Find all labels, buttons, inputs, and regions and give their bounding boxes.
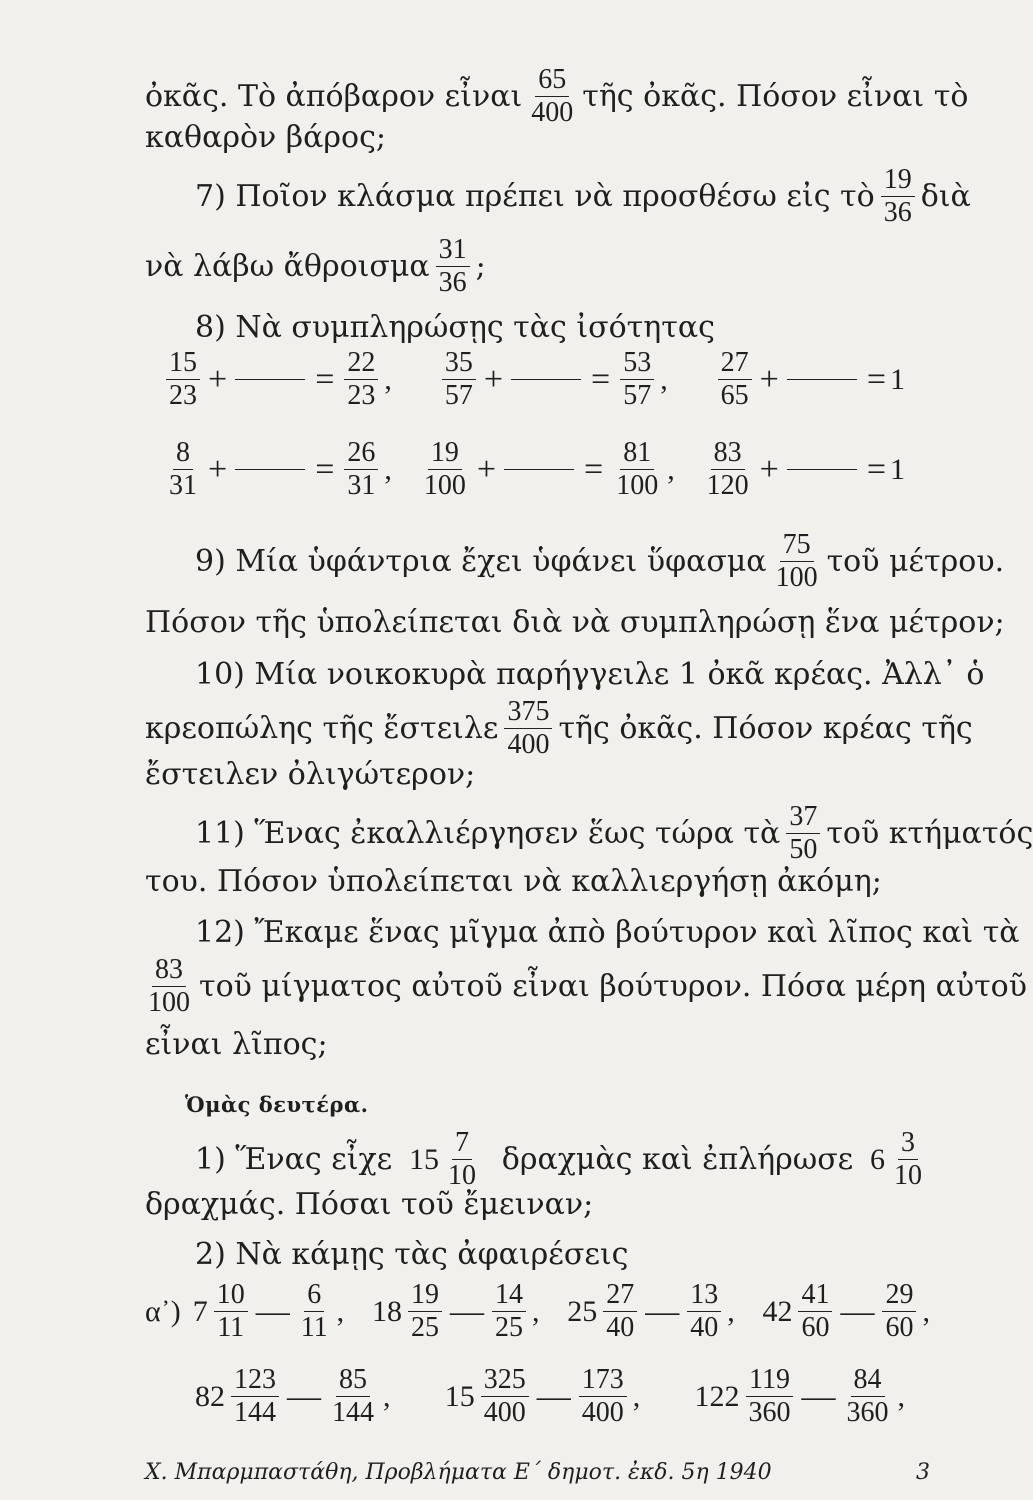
item-label: α᾽) bbox=[145, 1294, 181, 1328]
subtraction bbox=[762, 1280, 930, 1343]
problem-9-line-1 bbox=[195, 529, 1005, 593]
comma: , bbox=[922, 1294, 930, 1328]
blank-numerator bbox=[504, 438, 574, 470]
whole-number: 7 bbox=[192, 1294, 208, 1328]
subtraction bbox=[195, 1365, 391, 1428]
problem-8-heading: 8) Νὰ συμπληρώσῃς τὰς ἰσότητας bbox=[195, 310, 715, 345]
denominator: 25 bbox=[410, 1312, 439, 1343]
fraction bbox=[844, 1365, 892, 1428]
fraction: $\frac{65}{400}$ bbox=[531, 64, 574, 128]
page-footer bbox=[145, 1460, 930, 1485]
denominator: 100 bbox=[423, 470, 466, 501]
fraction bbox=[798, 1280, 832, 1343]
plus-sign: + bbox=[759, 360, 779, 398]
section2-problem-1-line-2: δραχμάς. Πόσαι τοῦ ἔμειναν; bbox=[145, 1187, 594, 1222]
denominator: 360 bbox=[846, 1397, 889, 1428]
fraction bbox=[344, 348, 378, 411]
minus-sign: — bbox=[536, 1377, 571, 1415]
denominator: 144 bbox=[332, 1397, 374, 1428]
fraction bbox=[746, 1365, 794, 1428]
fraction bbox=[231, 1365, 279, 1428]
problem-10-line-1: 10) Μία νοικοκυρὰ παρήγγειλε 1 ὀκᾶ κρέας. Ἀλλ᾽ ὁ bbox=[195, 657, 985, 692]
denominator: 23 bbox=[169, 380, 197, 411]
equals-sign: = bbox=[591, 360, 611, 398]
numerator: 26 bbox=[344, 438, 378, 470]
numerator: 13 bbox=[687, 1280, 721, 1312]
denominator: 65 bbox=[720, 380, 749, 411]
numerator: 10 bbox=[214, 1280, 248, 1312]
problem-7-line-1 bbox=[195, 164, 971, 228]
text: 11) Ἕνας ἐκαλλιέργησεν ἕως τώρα τὰ bbox=[195, 815, 781, 851]
fraction bbox=[329, 1365, 377, 1428]
blank-denominator bbox=[504, 470, 574, 501]
fraction bbox=[492, 1280, 526, 1343]
denominator: 11 bbox=[217, 1312, 245, 1343]
comma: , bbox=[384, 452, 392, 486]
comma: , bbox=[667, 452, 675, 486]
numerator: 81 bbox=[620, 438, 654, 470]
fraction bbox=[408, 1280, 442, 1343]
text: δραχμὰς καὶ ἐπλήρωσε bbox=[501, 1141, 854, 1177]
text: τῆς ὀκᾶς. Πόσον κρέας τῆς bbox=[558, 710, 973, 746]
fraction: $\frac{19}{36}$ bbox=[881, 165, 915, 228]
minus-sign: — bbox=[801, 1377, 836, 1415]
text: κρεοπώλης τῆς ἔστειλε bbox=[145, 710, 499, 746]
equals-sign: = bbox=[315, 450, 335, 488]
blank-numerator bbox=[787, 348, 857, 380]
minus-sign: — bbox=[645, 1292, 680, 1330]
whole-number: 15 bbox=[444, 1379, 475, 1413]
fraction: $\frac{3}{10}$ bbox=[894, 1127, 922, 1191]
fraction bbox=[613, 438, 661, 501]
fraction bbox=[882, 1280, 916, 1343]
comma: , bbox=[383, 1379, 391, 1413]
denominator: 100 bbox=[616, 470, 659, 501]
denominator: 31 bbox=[169, 470, 197, 501]
equation bbox=[712, 348, 905, 411]
numerator: 123 bbox=[231, 1365, 279, 1397]
blank-numerator bbox=[511, 348, 581, 380]
denominator: 57 bbox=[623, 380, 652, 411]
fraction bbox=[298, 1280, 331, 1343]
comma: , bbox=[531, 1294, 540, 1328]
denominator: 120 bbox=[706, 470, 749, 501]
blank-fraction bbox=[504, 438, 574, 501]
blank-denominator bbox=[235, 470, 305, 501]
minus-sign: — bbox=[449, 1292, 484, 1330]
blank-fraction bbox=[235, 348, 305, 411]
fraction: $\frac{31}{36}$ bbox=[436, 235, 470, 298]
fraction bbox=[704, 438, 752, 501]
equation-row-1 bbox=[160, 348, 905, 411]
section2-problem-1-line-1 bbox=[195, 1128, 925, 1191]
denominator: 40 bbox=[606, 1312, 635, 1343]
fraction bbox=[214, 1280, 248, 1343]
denominator: 40 bbox=[690, 1312, 719, 1343]
minus-sign: — bbox=[287, 1377, 321, 1415]
blank-numerator bbox=[235, 348, 305, 380]
blank-fraction bbox=[787, 438, 857, 501]
subtraction-row-2 bbox=[195, 1365, 905, 1428]
problem-11-line-1 bbox=[195, 801, 1033, 865]
equals-sign: = bbox=[866, 360, 886, 398]
fraction: $\frac{83}{100}$ bbox=[148, 954, 190, 1018]
problem-12-line-3: εἶναι λῖπος; bbox=[145, 1027, 328, 1062]
problem-12-line-2 bbox=[145, 954, 1027, 1018]
equals-sign: = bbox=[584, 450, 604, 488]
text: τῆς ὀκᾶς. Πόσον εἶναι τὸ bbox=[582, 78, 969, 114]
text: 9) Μία ὑφάντρια ἔχει ὑφάνει ὕφασμα bbox=[195, 543, 767, 579]
denominator: 60 bbox=[885, 1312, 914, 1343]
fraction bbox=[166, 348, 200, 411]
blank-denominator bbox=[511, 380, 581, 411]
text: 7) Ποῖον κλάσμα πρέπει νὰ προσθέσω εἰς τὸ bbox=[195, 178, 875, 214]
text: 1) Ἕνας εἶχε bbox=[195, 1141, 393, 1177]
comma: , bbox=[660, 362, 668, 396]
equation bbox=[160, 348, 392, 411]
text: τοῦ μίγματος αὐτοῦ εἶναι βούτυρον. Πόσα μέρη αὐτοῦ bbox=[199, 968, 1027, 1004]
plus-sign: + bbox=[476, 450, 496, 488]
fraction bbox=[421, 438, 469, 501]
subtraction bbox=[567, 1280, 735, 1343]
denominator: 31 bbox=[347, 470, 376, 501]
denominator: 23 bbox=[347, 380, 376, 411]
numerator: 29 bbox=[882, 1280, 916, 1312]
equals-sign: = bbox=[866, 450, 886, 488]
fraction bbox=[344, 438, 378, 501]
fraction bbox=[718, 348, 752, 411]
comma: , bbox=[897, 1379, 905, 1413]
problem-7-line-2 bbox=[145, 235, 925, 298]
mixed-number: 6 $\frac{3}{10}$ bbox=[870, 1128, 925, 1191]
numerator: 119 bbox=[746, 1365, 793, 1397]
subtraction bbox=[695, 1365, 906, 1428]
problem-10-line-3: ἔστειλεν ὀλιγώτερον; bbox=[145, 757, 476, 792]
subtraction bbox=[372, 1280, 540, 1343]
problem-9-line-2: Πόσον τῆς ὑπολείπεται διὰ νὰ συμπληρώσῃ ἕνα μέτρον; bbox=[145, 605, 1005, 640]
numerator: 85 bbox=[336, 1365, 370, 1397]
blank-fraction bbox=[787, 348, 857, 411]
fraction bbox=[481, 1365, 529, 1428]
equals-sign: = bbox=[315, 360, 335, 398]
numerator: 27 bbox=[718, 348, 752, 380]
subtraction bbox=[445, 1365, 641, 1428]
denominator: 60 bbox=[801, 1312, 830, 1343]
whole-number: 122 bbox=[694, 1379, 740, 1413]
minus-sign: — bbox=[255, 1292, 290, 1330]
text: τοῦ κτήματός bbox=[826, 815, 1033, 851]
numerator: 14 bbox=[492, 1280, 526, 1312]
denominator: 25 bbox=[494, 1312, 523, 1343]
problem-6-line-2: καθαρὸν βάρος; bbox=[145, 120, 387, 155]
fraction bbox=[166, 438, 200, 501]
numerator: 325 bbox=[481, 1365, 529, 1397]
plus-sign: + bbox=[208, 450, 228, 488]
numerator: 41 bbox=[798, 1280, 832, 1312]
subtraction bbox=[145, 1280, 344, 1343]
section-title: Ὁμὰς δευτέρα. bbox=[185, 1092, 369, 1117]
denominator: 360 bbox=[748, 1397, 791, 1428]
whole-number: 18 bbox=[371, 1294, 402, 1328]
numerator: 84 bbox=[851, 1365, 885, 1397]
blank-denominator bbox=[787, 380, 857, 411]
blank-numerator bbox=[235, 438, 305, 470]
blank-fraction bbox=[511, 348, 581, 411]
section2-problem-2-heading: 2) Νὰ κάμῃς τὰς ἀφαιρέσεις bbox=[195, 1237, 629, 1272]
numerator: 6 bbox=[304, 1280, 324, 1312]
footer-citation: Χ. Μπαρμπαστάθη, Προβλήματα Ε΄ δημοτ. ἐκδ. 5η 1940 bbox=[145, 1460, 772, 1485]
comma: , bbox=[384, 362, 392, 396]
numerator: 27 bbox=[603, 1280, 637, 1312]
denominator: 400 bbox=[581, 1397, 624, 1428]
plus-sign: + bbox=[208, 360, 228, 398]
equation bbox=[436, 348, 668, 411]
whole-number: 25 bbox=[567, 1294, 598, 1328]
text: τοῦ μέτρου. bbox=[826, 543, 1005, 579]
result-value: 1 bbox=[890, 362, 905, 396]
text: διὰ bbox=[920, 178, 971, 214]
equation-row-2 bbox=[160, 438, 905, 501]
numerator: 53 bbox=[620, 348, 654, 380]
blank-denominator bbox=[787, 470, 857, 501]
blank-fraction bbox=[235, 438, 305, 501]
problem-12-line-1: 12) Ἔκαμε ἕνας μῖγμα ἀπὸ βούτυρον καὶ λῖπος καὶ τὰ bbox=[195, 915, 1020, 950]
equation bbox=[160, 438, 392, 501]
minus-sign: — bbox=[840, 1292, 875, 1330]
equation bbox=[698, 438, 905, 501]
fraction: $\frac{37}{50}$ bbox=[786, 802, 820, 865]
subtraction-row-1 bbox=[145, 1280, 930, 1343]
numerator: 8 bbox=[173, 438, 193, 470]
numerator: 22 bbox=[344, 348, 378, 380]
denominator: 57 bbox=[444, 380, 473, 411]
comma: , bbox=[727, 1294, 735, 1328]
fraction bbox=[579, 1365, 627, 1428]
problem-10-line-2 bbox=[145, 696, 973, 760]
text: νὰ λάβω ἄθροισμα bbox=[145, 248, 430, 284]
fraction: $\frac{7}{10}$ bbox=[448, 1127, 476, 1191]
fraction bbox=[442, 348, 476, 411]
result-value: 1 bbox=[890, 452, 905, 486]
plus-sign: + bbox=[759, 450, 779, 488]
numerator: 173 bbox=[579, 1365, 627, 1397]
fraction bbox=[620, 348, 654, 411]
mixed-number: 15 $\frac{7}{10}$ bbox=[409, 1128, 485, 1191]
fraction bbox=[687, 1280, 721, 1343]
blank-numerator bbox=[787, 438, 857, 470]
denominator: 144 bbox=[234, 1397, 276, 1428]
fraction: $\frac{75}{100}$ bbox=[775, 529, 818, 593]
numerator: 35 bbox=[442, 348, 476, 380]
numerator: 15 bbox=[166, 348, 200, 380]
text: ὀκᾶς. Τὸ ἀπόβαρον εἶναι bbox=[145, 78, 523, 114]
plus-sign: + bbox=[483, 360, 503, 398]
text: ; bbox=[475, 248, 486, 284]
comma: , bbox=[632, 1379, 641, 1413]
blank-denominator bbox=[235, 380, 305, 411]
numerator: 83 bbox=[711, 438, 745, 470]
fraction bbox=[603, 1280, 637, 1343]
denominator: 11 bbox=[300, 1312, 328, 1343]
numerator: 19 bbox=[408, 1280, 442, 1312]
comma: , bbox=[336, 1294, 345, 1328]
numerator: 19 bbox=[428, 438, 462, 470]
problem-11-line-2: του. Πόσον ὑπολείπεται νὰ καλλιεργήσῃ ἀκόμη; bbox=[145, 864, 882, 899]
page-number: 3 bbox=[916, 1460, 930, 1485]
fraction: $\frac{375}{400}$ bbox=[504, 697, 552, 760]
equation bbox=[415, 438, 675, 501]
denominator: 400 bbox=[483, 1397, 526, 1428]
whole-number: 82 bbox=[195, 1379, 225, 1413]
whole-number: 42 bbox=[762, 1294, 793, 1328]
